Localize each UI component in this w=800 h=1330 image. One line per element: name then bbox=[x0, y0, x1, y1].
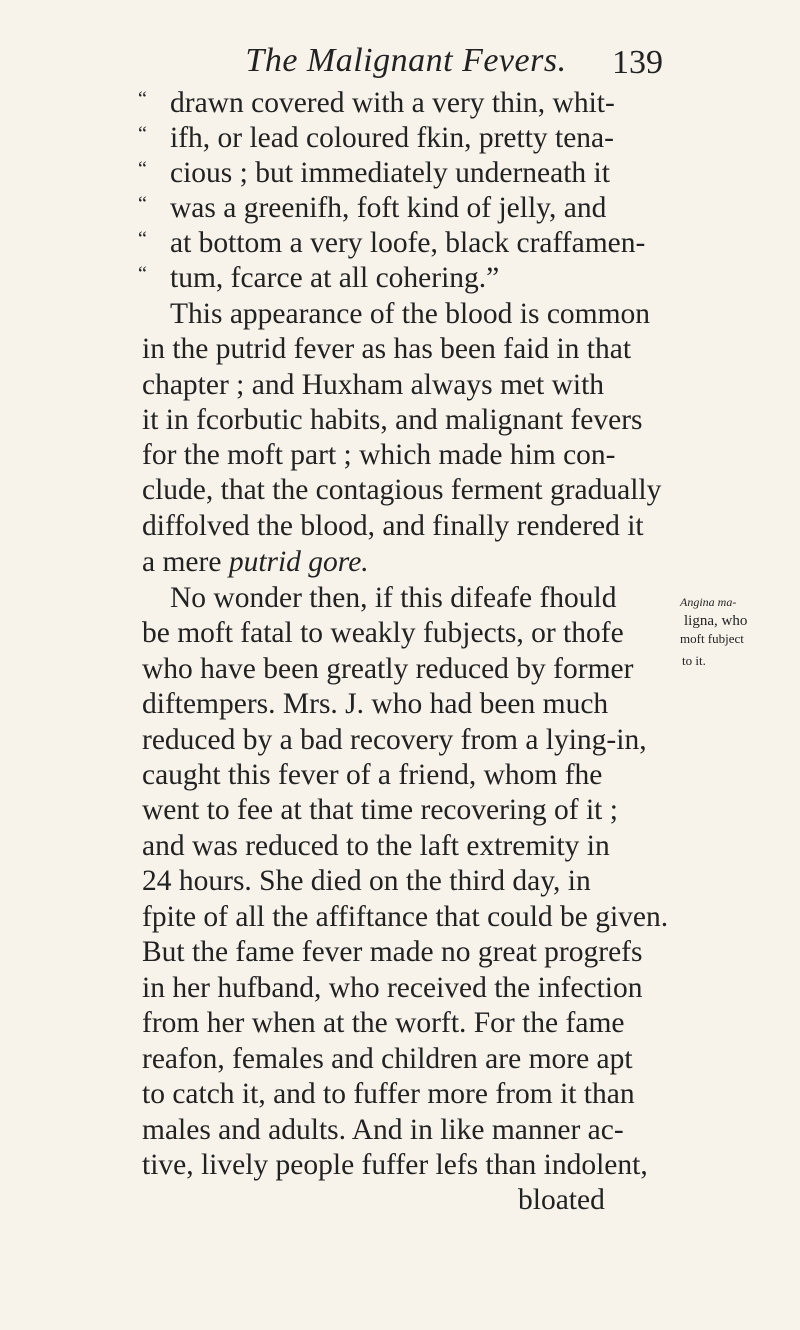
text-line: clude, that the contagious ferment gradually bbox=[142, 474, 662, 506]
text-line: cious ; but immediately underneath it bbox=[170, 157, 610, 189]
quote-mark: “ bbox=[138, 228, 147, 250]
text-line: caught this fever of a friend, whom fhe bbox=[142, 759, 603, 791]
text-line: in her hufband, who received the infection bbox=[142, 972, 643, 1004]
text-line: diffolved the blood, and finally rendered it bbox=[142, 510, 644, 542]
text-line: tive, lively people fuffer lefs than indolent, bbox=[142, 1149, 648, 1181]
text-line: But the fame fever made no great progrefs bbox=[142, 936, 643, 968]
text-line: it in fcorbutic habits, and malignant fevers bbox=[142, 404, 643, 436]
text-line: be moft fatal to weakly fubjects, or thofe bbox=[142, 617, 624, 649]
page-number: 139 bbox=[612, 44, 663, 81]
text-line: who have been greatly reduced by former bbox=[142, 653, 634, 685]
running-header: The Malignant Fevers. bbox=[245, 42, 567, 79]
text-line: ifh, or lead coloured fkin, pretty tena- bbox=[170, 122, 614, 154]
text-line: This appearance of the blood is common bbox=[170, 298, 651, 330]
quote-mark: “ bbox=[138, 88, 147, 110]
quote-mark: “ bbox=[138, 193, 147, 215]
text-line: chapter ; and Huxham always met with bbox=[142, 369, 605, 401]
text-line: 24 hours. She died on the third day, in bbox=[142, 865, 591, 897]
italic-phrase: putrid gore. bbox=[228, 546, 369, 578]
text-line: to catch it, and to fuffer more from it than bbox=[142, 1078, 635, 1110]
text-line: fpite of all the affiftance that could be given. bbox=[142, 901, 669, 933]
catchword: bloated bbox=[518, 1184, 605, 1216]
text-line: reduced by a bad recovery from a lying-in, bbox=[142, 724, 647, 756]
quote-mark: “ bbox=[138, 158, 147, 180]
text-line: No wonder then, if this difeafe fhould bbox=[170, 582, 617, 614]
text-line: and was reduced to the laft extremity in bbox=[142, 830, 610, 862]
quote-mark: “ bbox=[138, 263, 147, 285]
text-line: for the moft part ; which made him con- bbox=[142, 439, 616, 471]
text-run: a mere bbox=[142, 546, 229, 578]
margin-note-line: to it. bbox=[682, 653, 706, 668]
margin-note-line: ligna, who bbox=[684, 613, 748, 629]
text-line: from her when at the worft. For the fame bbox=[142, 1007, 625, 1039]
margin-note-line: Angina ma- bbox=[680, 595, 737, 609]
text-line: tum, fcarce at all cohering.” bbox=[170, 262, 500, 294]
margin-note-line: moft fubject bbox=[680, 631, 744, 646]
text-line: went to fee at that time recovering of it ; bbox=[142, 794, 618, 826]
quote-mark: “ bbox=[138, 123, 147, 145]
text-line: was a greenifh, foft kind of jelly, and bbox=[170, 192, 607, 224]
text-line: males and adults. And in like manner ac- bbox=[142, 1114, 624, 1146]
text-line: diftempers. Mrs. J. who had been much bbox=[142, 688, 609, 720]
text-line: reafon, females and children are more apt bbox=[142, 1043, 633, 1075]
text-line: in the putrid fever as has been faid in that bbox=[142, 333, 632, 365]
text-line bbox=[142, 548, 369, 578]
text-line: at bottom a very loofe, black craffamen- bbox=[170, 227, 646, 259]
text-line: drawn covered with a very thin, whit- bbox=[170, 87, 615, 119]
